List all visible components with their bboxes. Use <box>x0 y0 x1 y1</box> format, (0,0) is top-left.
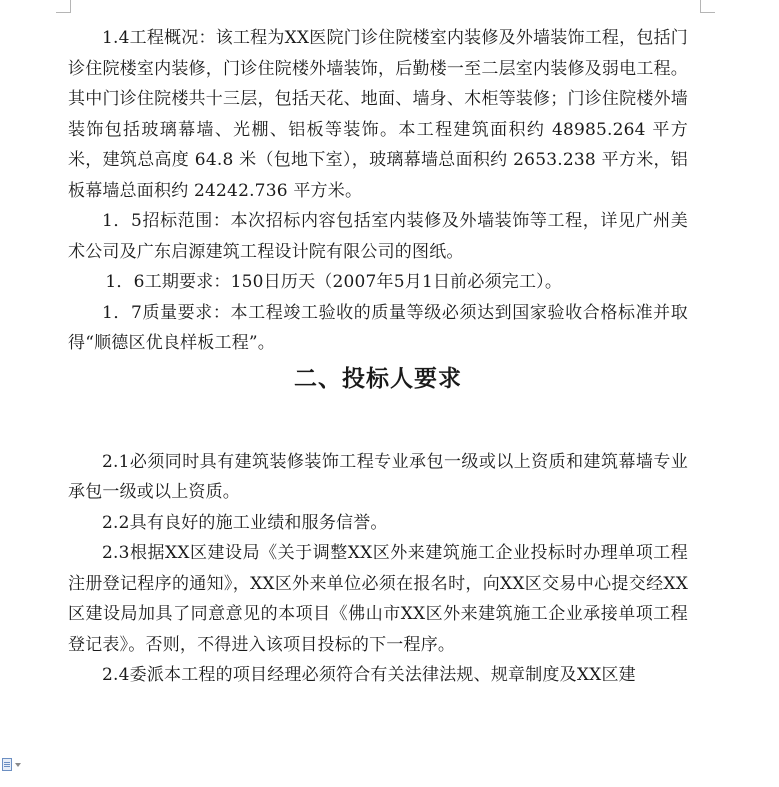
paragraph-1-7: 1．7质量要求：本工程竣工验收的质量等级必须达到国家验收合格标准并取得“顺德区优良样板工程”。 <box>68 302 688 353</box>
chevron-down-icon <box>15 763 21 767</box>
paragraph-1-4: 1.4工程概况：该工程为XX医院门诊住院楼室内装修及外墙装饰工程，包括门诊住院楼室内装修，门诊住院楼外墙装饰，后勤楼一至二层室内装修及弱电工程。其中门诊住院楼共十三层，包括天花、地面、墙身、木柜等装修；门诊住院楼外墙装饰包括玻璃幕墙、光棚、铝板等装饰。本工程建筑面积约 48985.264 平方米，建筑总高度 64.8 米（包地下室），玻璃幕墙总面积约 2653.238 平方米，铝板幕墙总面积约 24242.736 平方米。 <box>68 28 688 201</box>
paragraph-2-2: 2.2具有良好的施工业绩和服务信誉。 <box>102 512 388 533</box>
page-corner-right-mark <box>700 0 715 13</box>
page-corner-left-mark <box>56 0 71 13</box>
paragraph-2-1: 2.1必须同时具有建筑装修装饰工程专业承包一级或以上资质和建筑幕墙专业承包一级或以上资质。 <box>68 451 688 502</box>
document-body <box>68 23 688 691</box>
document-options-icon[interactable] <box>2 758 21 771</box>
paragraph-1-5: 1．5招标范围：本次招标内容包括室内装修及外墙装饰等工程，详见广州美术公司及广东启源建筑工程设计院有限公司的图纸。 <box>68 211 688 262</box>
paragraph-1-6: 1．6工期要求：150日历天（2007年5月1日前必须完工）。 <box>105 272 563 292</box>
paragraph-2-4: 2.4委派本工程的项目经理必须符合有关法律法规、规章制度及XX区建 <box>102 665 636 685</box>
section-heading: 二、投标人要求 <box>294 365 462 392</box>
page-icon <box>2 758 12 771</box>
paragraph-2-3: 2.3根据XX区建设局《关于调整XX区外来建筑施工企业投标时办理单项工程注册登记程序的通知》，XX区外来单位必须在报名时，向XX区交易中心提交经XX区建设局加具了同意意见的本项目《佛山市XX区外来建筑施工企业承接单项工程登记表》。否则，不得进入该项目投标的下一程序。 <box>68 543 688 655</box>
